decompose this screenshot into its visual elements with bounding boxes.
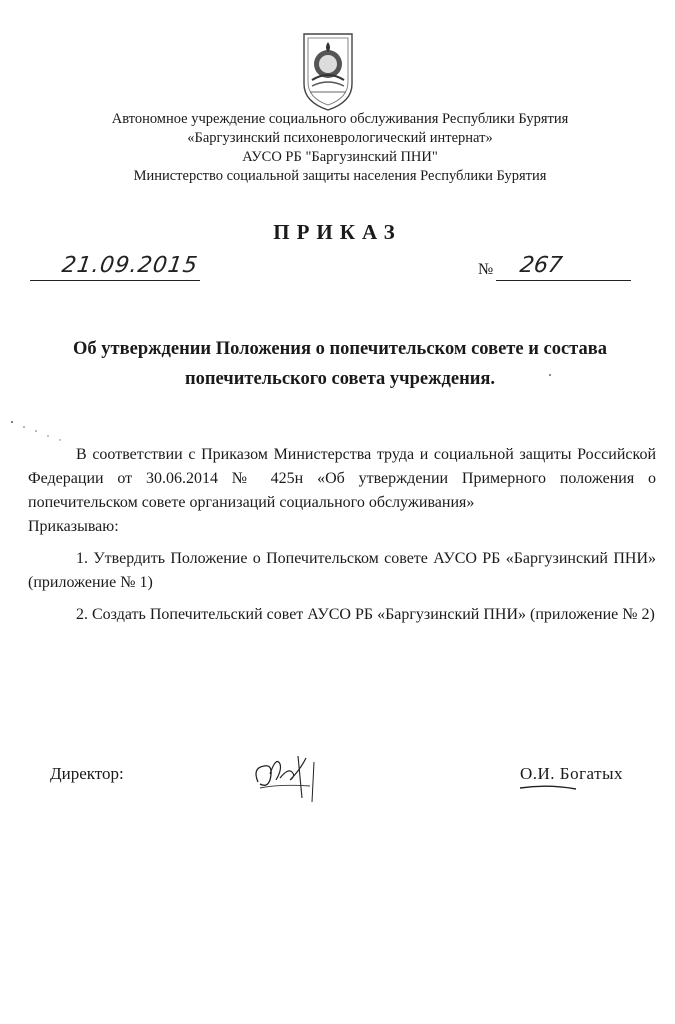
header-line-2: «Баргузинский психоневрологический интернат»	[187, 130, 493, 146]
handwritten-signature	[240, 744, 330, 804]
header-line-1: Автономное учреждение социального обслуживания Республики Бурятия	[111, 111, 569, 127]
number-label: №	[478, 261, 494, 278]
number-underline	[496, 280, 631, 281]
signature-stroke-over-name	[518, 785, 578, 791]
document-subject	[20, 334, 660, 394]
handwritten-number: 267	[518, 253, 564, 278]
scan-artifact	[8, 418, 78, 448]
header-line-4: Министерство социальной защиты населения Республики Бурятия	[133, 168, 547, 184]
order-item-2: 2. Создать Попечительский совет АУСО РБ «Баргузинский ПНИ» (приложение № 2)	[76, 606, 655, 623]
header-line-3: АУСО РБ "Баргузинский ПНИ"	[242, 149, 438, 165]
subject-line-2: попечительского совета учреждения.	[184, 369, 496, 389]
organization-header	[40, 110, 640, 186]
signatory-name: О.И. Богатых	[520, 764, 623, 783]
signatory-position: Директор:	[50, 764, 124, 783]
handwritten-date: 21.09.2015	[60, 253, 200, 278]
order-item-1: 1. Утвердить Положение о Попечительском совете АУСО РБ «Баргузинский ПНИ» (приложение № 1)	[28, 550, 656, 591]
order-word: Приказываю:	[28, 518, 119, 535]
subject-line-1: Об утверждении Положения о попечительском совете и состава	[73, 339, 607, 359]
document-body	[28, 443, 656, 627]
coat-of-arms-emblem	[300, 28, 356, 112]
document-title: ПРИКАЗ	[273, 220, 402, 244]
intro-paragraph: В соответствии с Приказом Министерства труда и социальной защиты Российской Федерации от 30.06.2014 № 425н «Об утверждении Примерного положения о попечительском совете организаций социального обслуживания»	[28, 446, 656, 511]
date-underline	[30, 280, 200, 281]
scan-artifact	[545, 370, 555, 380]
